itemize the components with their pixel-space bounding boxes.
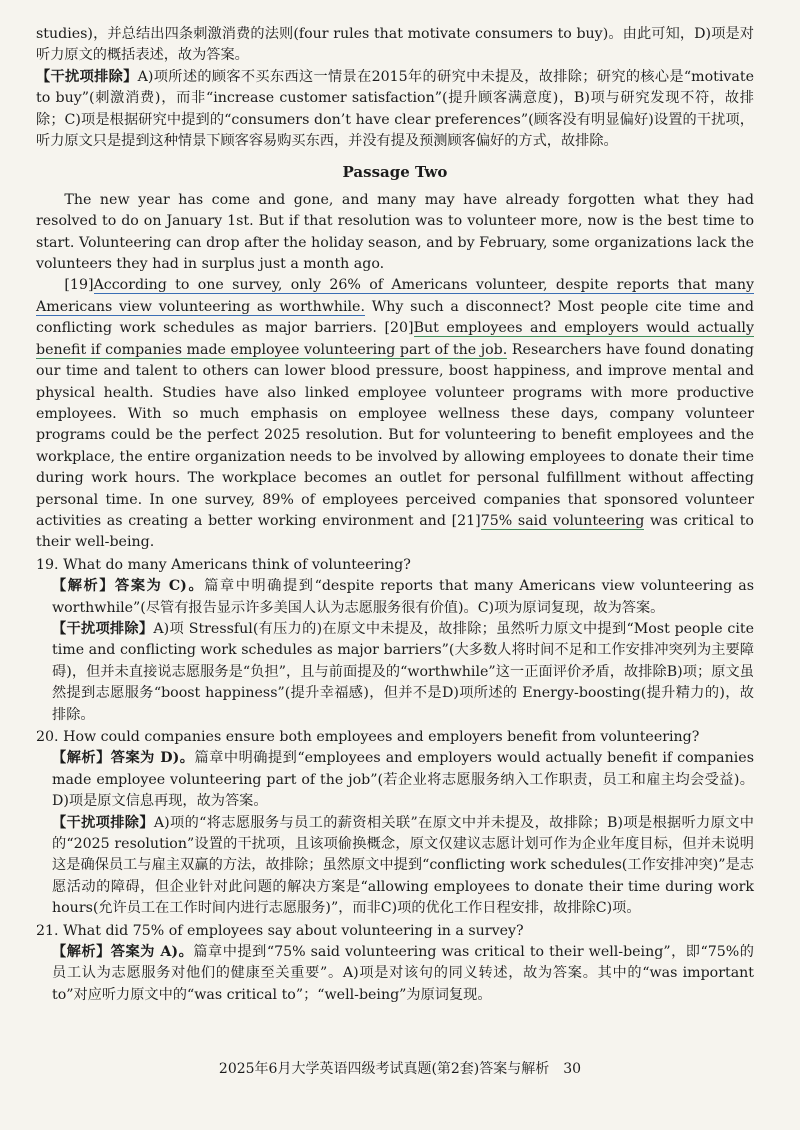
page-footer: 2025年6月大学英语四级考试真题(第2套)答案与解析 30 — [218, 1061, 582, 1077]
exclusion-text: A)项所述的顾客不买东西这一情景在2015年的研究中未提及，故排除；研究的核心是“motivate to buy”(刺激消费)，而非“increase customer satisfaction”(提升顾客满意度)，B)项与研究发现不符，故排除；C)项是根据研究中提到的“consumers don’t have clear preferences”(顾客没有明显偏好)设置的干扰项，听力原文只是提到这种情景下顾客容易购买东西，并没有提及预测顾客偏好的方式，故排除。 — [36, 68, 754, 150]
marker-21: [21] — [451, 512, 481, 529]
answer-21 — [36, 942, 754, 1006]
underlined-sentence-20: But employees and employers would actually benefit if companies made employee volunteering part of the job. — [36, 320, 754, 358]
intro-conclusion: studies)，并总结出四条刺激消费的法则(four rules that motivate consumers to buy)。由此可知，D)项是对听力原文的概括表述，故为答案。 — [36, 26, 754, 64]
exclusion-text: A)项 Stressful(有压力的)在原文中未提及，故排除；虽然听力原文中提到“Most people cite time and conflicting work schedules as major barriers”(大多数人将时间不足和工作安排冲突列为主要障碍)，但并未直接说志愿服务是“负担”，且与前面提及的“worthwhile”这一正面评价矛盾，故排除B)项；原文虽然提到志愿服务“boost happiness”(提升幸福感)，但并不是D)项所述的 Energy-boosting(提升精力的)，故排除。 — [52, 620, 754, 723]
passage-paragraph-2 — [36, 275, 754, 553]
marker-19: [19] — [64, 277, 94, 294]
marker-20: [20] — [384, 320, 414, 337]
passage-text: was critical to their well-being. — [36, 512, 754, 551]
answer-19 — [36, 576, 754, 619]
answer-tag: 【解析】答案为 C)。 — [52, 578, 205, 595]
exclusion-20 — [36, 813, 754, 920]
passage-title: Passage Two — [342, 163, 448, 182]
underlined-sentence-19: According to one survey, only 26% of Americans volunteer, despite reports that many Americans view volunteering as worthwhile. — [36, 277, 754, 315]
underlined-sentence-21: 75% said volunteering — [480, 512, 645, 529]
answer-20 — [36, 748, 754, 812]
question-21: 21. What did 75% of employees say about volunteering in a survey? — [36, 922, 524, 939]
passage-text: Researchers have found donating our time and talent to others can lower blood pressure, boost happiness, and improve mental and physical health. Studies have also linked employee volunteer programs with more productive employees. With so much emphasis on employee wellness these days, company volunteer programs could be the perfect 2025 resolution. But for volunteering to benefit employees and the workplace, the entire organization needs to be involved by allowing employees to donate their time during work hours. The workplace becomes an outlet for personal fulfillment without affecting personal time. In one survey, 89% of employees perceived companies that sponsored volunteer activities as creating a better working environment and — [36, 341, 754, 529]
answer-text: 篇章中明确提到“despite reports that many Americans view volunteering as worthwhile”(尽管有报告显示许多美国人认为志愿服务很有价值)。C)项为原词复现，故为答案。 — [52, 578, 754, 616]
answer-text: 篇章中提到“75% said volunteering was critical to their well-being”，即“75%的员工认为志愿服务对他们的健康至关重要”。A)项是对该句的同义转述，故为答案。其中的“was important to”对应听力原文中的“was critical to”；“well-being”为原词复现。 — [52, 944, 754, 1003]
exclusion-tag: 【干扰项排除】 — [52, 620, 154, 637]
document-page — [36, 24, 754, 1006]
passage-text: Why such a disconnect? Most people cite time and conflicting work schedules as major barriers. — [36, 298, 754, 337]
exclusion-19 — [36, 619, 754, 726]
exclusion-tag: 【干扰项排除】 — [36, 68, 138, 85]
question-19: 19. What do many Americans think of volunteering? — [36, 556, 411, 573]
answer-tag: 【解析】答案为 A)。 — [52, 944, 194, 961]
answer-tag: 【解析】答案为 D)。 — [52, 750, 195, 767]
exclusion-tag: 【干扰项排除】 — [52, 814, 154, 831]
passage-paragraph-1: The new year has come and gone, and many may have already forgotten what they had resolved to do on January 1st. But if that resolution was to volunteer more, now is the best time to start. Volunteering can drop after the holiday season, and by February, some organizations lack the volunteers they had in surplus just a month ago. — [36, 191, 754, 273]
answer-text: 篇章中明确提到“employees and employers would actually benefit if companies made employee volunteering part of the job”(若企业将志愿服务纳入工作职责，员工和雇主均会受益)。D)项是原文信息再现，故为答案。 — [52, 750, 754, 810]
intro-exclusion — [36, 67, 754, 153]
question-20: 20. How could companies ensure both employees and employers benefit from volunteering? — [36, 729, 700, 745]
exclusion-text: A)项的“将志愿服务与员工的薪资相关联”在原文中并未提及，故排除；B)项是根据听力原文中的“2025 resolution”设置的干扰项，且该项偷换概念，原文仅建议志愿计划可作为企业年度目标，但并未说明这是确保员工与雇主双赢的方法，故排除；虽然原文中提到“conflicting work schedules(工作安排冲突)”是志愿活动的障碍，但企业针对此问题的解决方案是“allowing employees to donate their time during work hours(允许员工在工作时间内进行志愿服务)”，而非C)项的优化工作日程安排，故排除C)项。 — [52, 814, 754, 917]
